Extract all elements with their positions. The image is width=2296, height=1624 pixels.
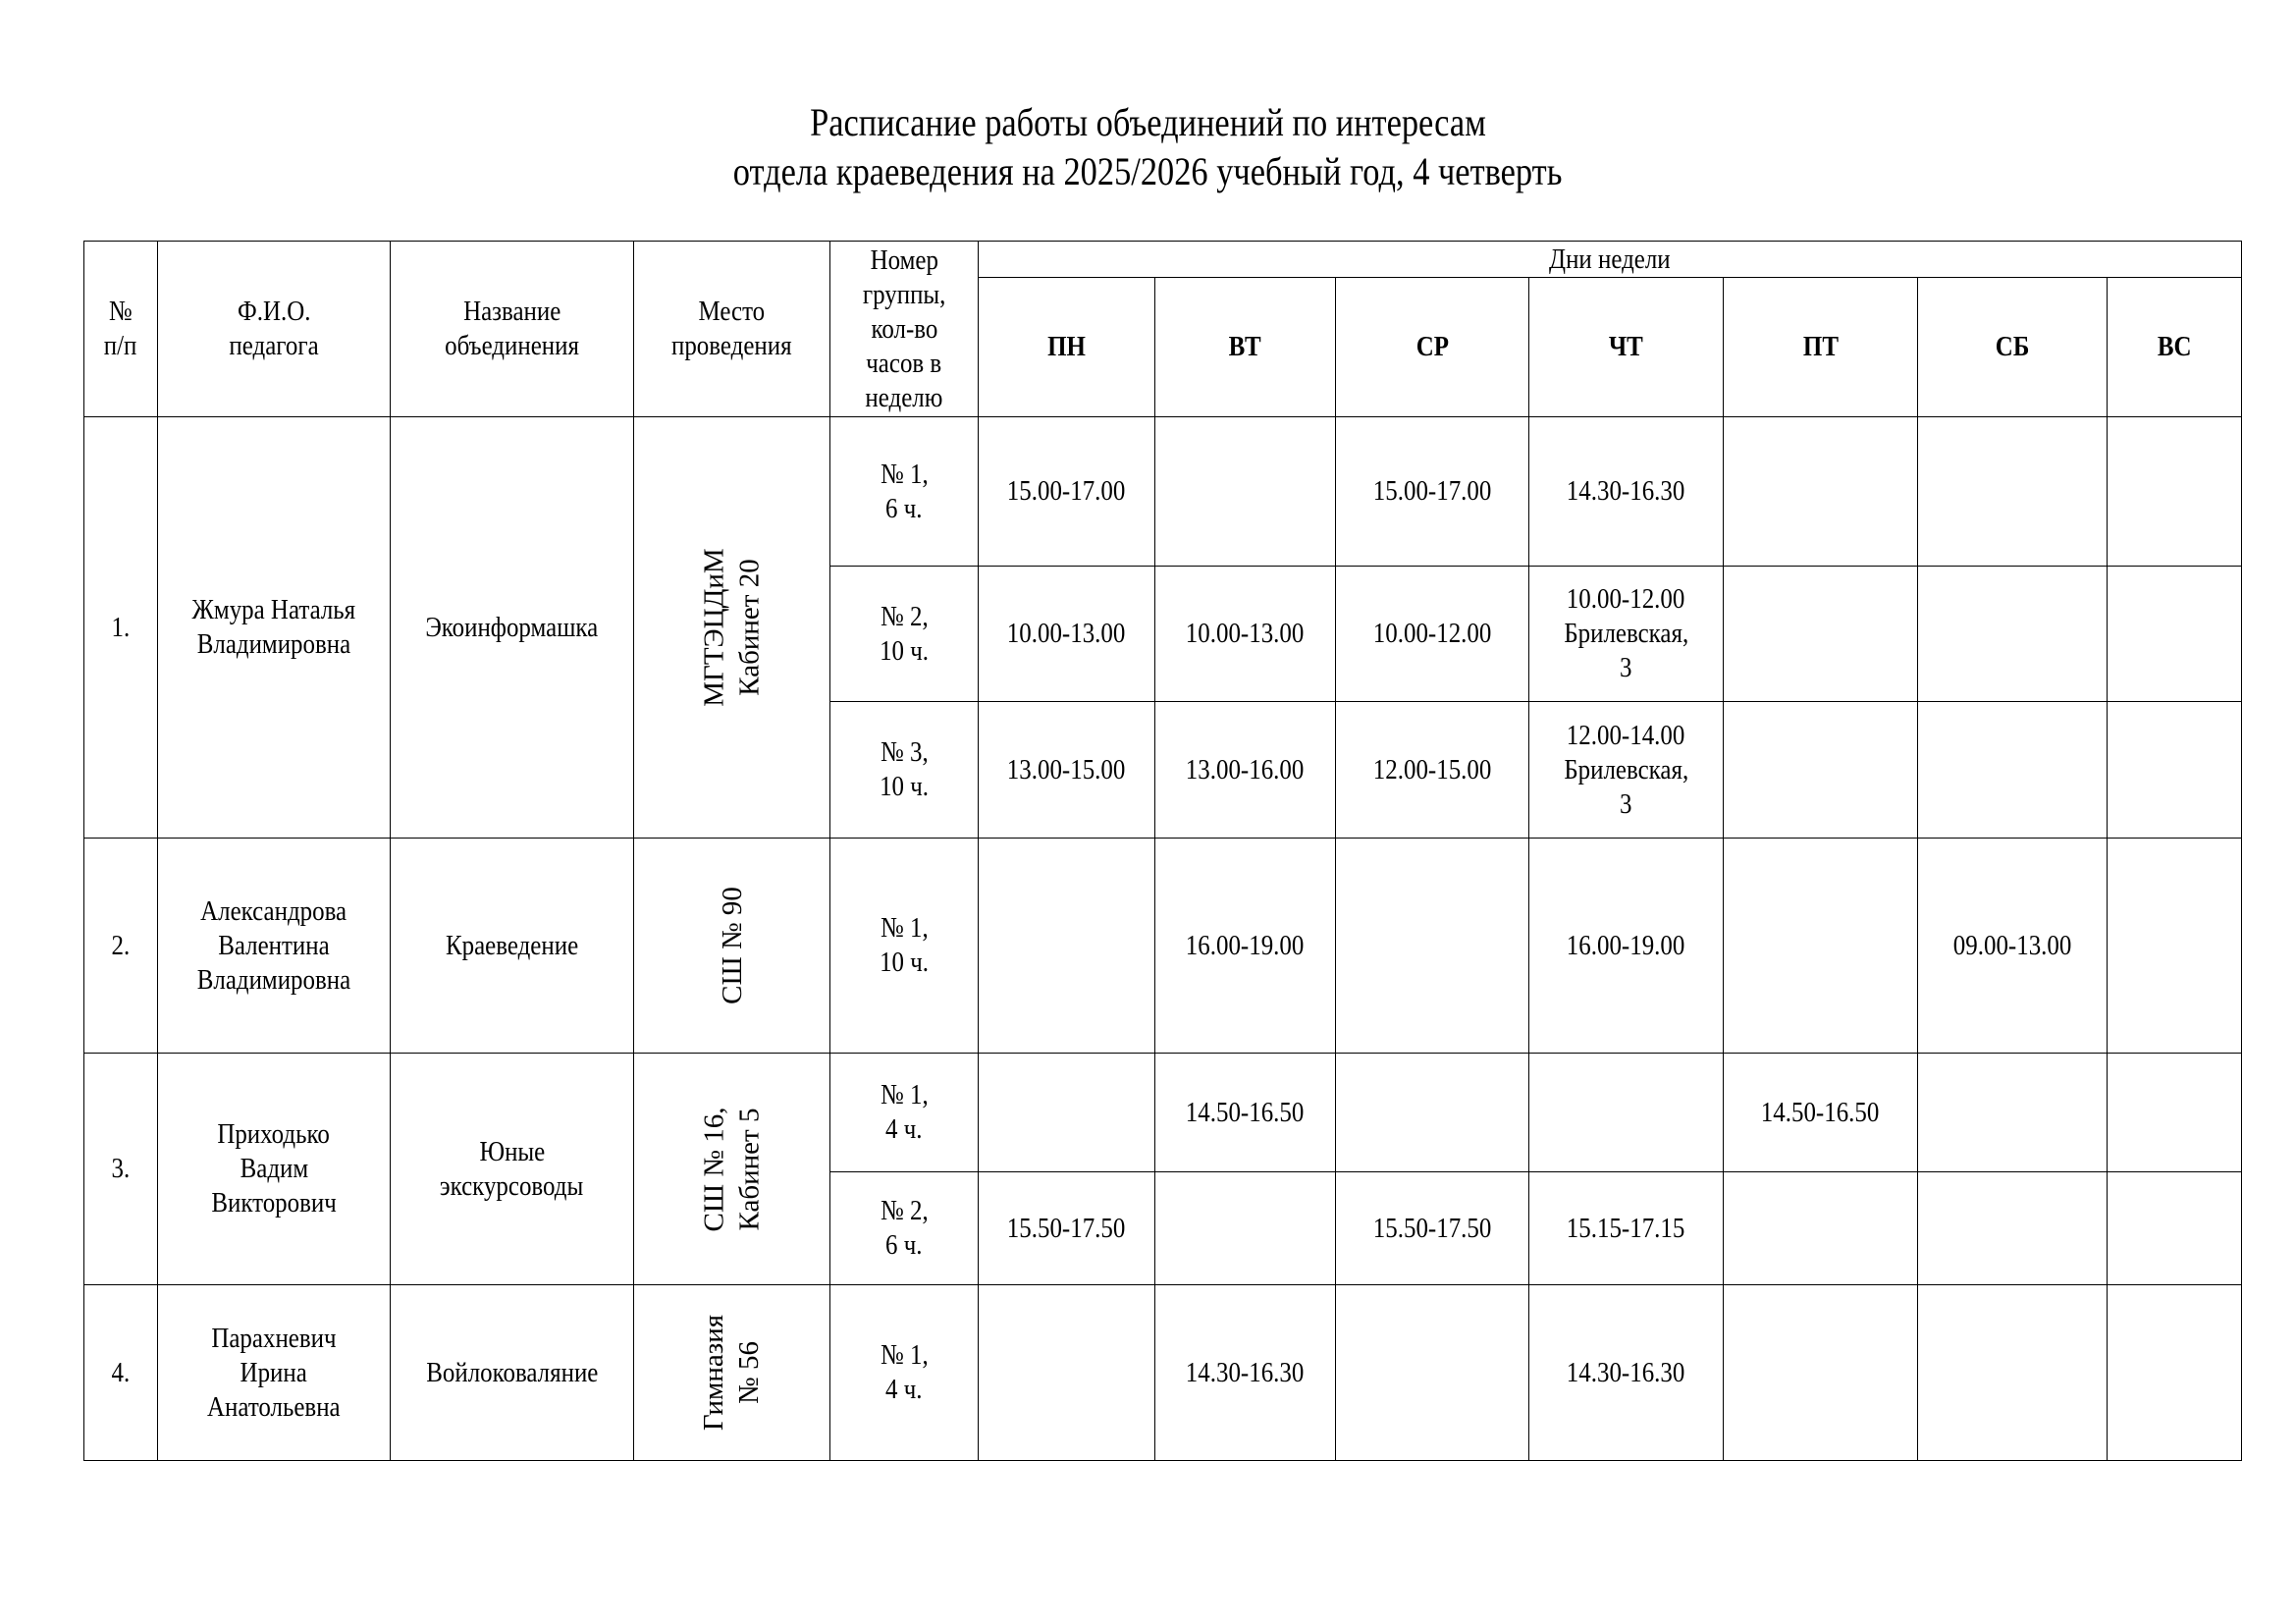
- day-cell-СБ: [1918, 1054, 2108, 1172]
- table-row: [84, 417, 2242, 567]
- group-info-line: 10 ч.: [880, 947, 929, 978]
- header-day: [1155, 278, 1336, 417]
- day-cell-СБ: [1918, 839, 2108, 1054]
- place: [634, 417, 830, 839]
- club-name-line: Войлоковаляние: [425, 1356, 599, 1388]
- header-num-text: №: [109, 296, 133, 327]
- teacher-name-line: Приходько: [217, 1118, 331, 1150]
- teacher-name-line: Викторович: [211, 1187, 337, 1218]
- time-slot: 14.50-16.50: [1761, 1096, 1880, 1128]
- time-slot: 15.15-17.15: [1567, 1212, 1685, 1244]
- time-slot: Брилевская,: [1564, 753, 1688, 785]
- day-cell-ЧТ: [1529, 702, 1724, 839]
- day-cell-СР: [1336, 417, 1529, 567]
- place: [634, 839, 830, 1054]
- day-cell-СР: [1336, 839, 1529, 1054]
- place-line: Кабинет 20: [733, 559, 766, 696]
- schedule-table: [83, 241, 2242, 1461]
- header-row-top: [84, 242, 2242, 278]
- time-slot: 10.00-12.00: [1372, 618, 1492, 649]
- group-info: [830, 839, 979, 1054]
- day-label: СР: [1415, 331, 1449, 362]
- day-label: СБ: [1995, 331, 2030, 362]
- day-cell-СР: [1336, 1285, 1529, 1461]
- day-cell-ПН: [979, 839, 1155, 1054]
- teacher-name-line: Владимировна: [196, 963, 351, 996]
- place-line: СШ № 90: [716, 887, 748, 1004]
- club-name-line: Краеведение: [445, 929, 579, 961]
- place-rotated: [697, 1107, 768, 1231]
- time-slot: 10.00-12.00: [1567, 583, 1685, 615]
- club-name: [391, 417, 634, 839]
- time-slot: 14.30-16.30: [1567, 475, 1685, 507]
- day-cell-ПН: [979, 1172, 1155, 1285]
- day-cell-ВС: [2108, 1054, 2242, 1172]
- day-cell-ПТ: [1724, 1054, 1918, 1172]
- header-teacher-text: Ф.И.О.: [237, 296, 311, 327]
- time-slot: 12.00-14.00: [1567, 719, 1685, 751]
- day-cell-СБ: [1918, 702, 2108, 839]
- group-info: [830, 567, 979, 702]
- header-group-text: неделю: [865, 381, 943, 413]
- teacher-name: [158, 839, 391, 1054]
- day-cell-ПН: [979, 417, 1155, 567]
- group-info-line: № 1,: [880, 912, 929, 944]
- group-info-line: 6 ч.: [885, 492, 923, 524]
- teacher-name-line: Жмура Наталья: [191, 594, 356, 625]
- teacher-name-line: Валентина: [218, 929, 330, 961]
- day-cell-ПН: [979, 1285, 1155, 1461]
- day-label: ЧТ: [1609, 331, 1643, 362]
- day-cell-ПТ: [1724, 567, 1918, 702]
- day-cell-ПТ: [1724, 417, 1918, 567]
- day-cell-ВС: [2108, 417, 2242, 567]
- place-rotated: [715, 887, 750, 1004]
- header-group: [830, 242, 979, 417]
- group-info-line: 4 ч.: [885, 1374, 923, 1405]
- group-info: [830, 1285, 979, 1461]
- header-place-text: Место: [698, 296, 766, 327]
- table-row: [84, 1285, 2242, 1461]
- header-teacher: [158, 242, 391, 417]
- table-header: [84, 242, 2242, 417]
- teacher-name: [158, 1285, 391, 1461]
- day-label: ВТ: [1229, 331, 1261, 362]
- header-day: [1336, 278, 1529, 417]
- place-line: СШ № 16,: [698, 1106, 730, 1232]
- place-rotated: [697, 1315, 768, 1431]
- time-slot: 15.50-17.50: [1007, 1212, 1126, 1244]
- place-line: № 56: [733, 1341, 766, 1404]
- header-num: [84, 242, 158, 417]
- place-line: Гимназия: [698, 1314, 730, 1432]
- group-info-line: № 1,: [880, 458, 929, 490]
- teacher-name-line: Анатольевна: [207, 1390, 341, 1423]
- title-line-2-text: отдела краеведения на 2025/2026 учебный год, 4 четверть: [733, 149, 1563, 193]
- day-cell-ЧТ: [1529, 567, 1724, 702]
- row-number-text: 3.: [111, 1153, 131, 1184]
- place: [634, 1054, 830, 1285]
- time-slot: 14.30-16.30: [1186, 1356, 1305, 1388]
- day-cell-ВС: [2108, 567, 2242, 702]
- row-number-text: 1.: [111, 611, 131, 643]
- header-club: [391, 242, 634, 417]
- day-cell-СР: [1336, 1172, 1529, 1285]
- time-slot: 3: [1620, 787, 1632, 820]
- time-slot: 12.00-15.00: [1372, 753, 1492, 785]
- teacher-name-line: Парахневич: [211, 1322, 337, 1354]
- time-slot: Брилевская,: [1564, 618, 1688, 649]
- day-cell-ВС: [2108, 1285, 2242, 1461]
- place-line: Кабинет 5: [733, 1108, 766, 1230]
- time-slot: 16.00-19.00: [1186, 929, 1305, 961]
- group-info: [830, 1054, 979, 1172]
- document-title-line-1: [0, 98, 2296, 147]
- header-club-text: Название: [462, 296, 561, 327]
- time-slot: 13.00-15.00: [1007, 753, 1126, 785]
- day-cell-ПТ: [1724, 839, 1918, 1054]
- time-slot: 10.00-13.00: [1186, 618, 1305, 649]
- place: [634, 1285, 830, 1461]
- group-info-line: № 1,: [880, 1339, 929, 1371]
- day-cell-ВТ: [1155, 1054, 1336, 1172]
- day-cell-ВТ: [1155, 567, 1336, 702]
- day-cell-ПТ: [1724, 1172, 1918, 1285]
- club-name: [391, 1285, 634, 1461]
- header-num-text: п/п: [104, 330, 137, 361]
- day-cell-СБ: [1918, 1172, 2108, 1285]
- row-number: [84, 839, 158, 1054]
- day-cell-СБ: [1918, 417, 2108, 567]
- days-of-week-label: Дни недели: [1549, 244, 1671, 275]
- day-cell-СР: [1336, 1054, 1529, 1172]
- time-slot: 15.00-17.00: [1007, 475, 1126, 507]
- day-cell-ЧТ: [1529, 1054, 1724, 1172]
- group-info-line: 6 ч.: [885, 1229, 923, 1261]
- teacher-name: [158, 417, 391, 839]
- day-cell-ЧТ: [1529, 417, 1724, 567]
- time-slot: 09.00-13.00: [1952, 929, 2072, 961]
- day-cell-ВТ: [1155, 417, 1336, 567]
- day-cell-ВТ: [1155, 839, 1336, 1054]
- header-day: [1918, 278, 2108, 417]
- row-number: [84, 417, 158, 839]
- group-info-line: № 2,: [880, 1195, 929, 1226]
- time-slot: 13.00-16.00: [1186, 753, 1305, 785]
- header-day: [1724, 278, 1918, 417]
- day-cell-ВС: [2108, 1172, 2242, 1285]
- header-teacher-text: педагога: [229, 330, 319, 361]
- header-place-text: проведения: [671, 330, 792, 361]
- group-info-line: 10 ч.: [880, 634, 929, 667]
- teacher-name-line: Вадим: [240, 1153, 308, 1184]
- day-cell-СБ: [1918, 1285, 2108, 1461]
- table-body: [84, 417, 2242, 1461]
- day-cell-СР: [1336, 702, 1529, 839]
- row-number: [84, 1054, 158, 1285]
- day-cell-ПН: [979, 702, 1155, 839]
- header-group-text: группы,: [862, 278, 946, 310]
- day-cell-ВТ: [1155, 1285, 1336, 1461]
- time-slot: 10.00-13.00: [1007, 618, 1126, 649]
- header-place: [634, 242, 830, 417]
- time-slot: 3: [1620, 652, 1632, 683]
- day-cell-ВТ: [1155, 1172, 1336, 1285]
- header-day: [2108, 278, 2242, 417]
- group-info-line: № 2,: [880, 600, 929, 632]
- time-slot: 16.00-19.00: [1567, 929, 1685, 961]
- day-cell-ЧТ: [1529, 1172, 1724, 1285]
- group-info-line: 4 ч.: [885, 1113, 923, 1145]
- day-cell-СБ: [1918, 567, 2108, 702]
- table-row: [84, 839, 2242, 1054]
- time-slot: 14.30-16.30: [1567, 1356, 1685, 1388]
- header-group-text: кол-во: [871, 312, 937, 345]
- group-info-line: № 1,: [880, 1079, 929, 1110]
- row-number-text: 4.: [111, 1356, 131, 1388]
- group-info: [830, 702, 979, 839]
- header-day: [1529, 278, 1724, 417]
- place-rotated: [696, 548, 767, 706]
- time-slot: 15.50-17.50: [1372, 1212, 1492, 1244]
- table-row: [84, 1054, 2242, 1172]
- title-line-1-text: Расписание работы объединений по интересам: [810, 100, 1486, 144]
- time-slot: 14.50-16.50: [1186, 1096, 1305, 1128]
- day-cell-ПН: [979, 1054, 1155, 1172]
- row-number: [84, 1285, 158, 1461]
- document-title-line-2: [0, 147, 2296, 196]
- day-cell-ПТ: [1724, 1285, 1918, 1461]
- day-cell-ЧТ: [1529, 839, 1724, 1054]
- club-name-line: Юные: [479, 1135, 545, 1167]
- day-cell-СР: [1336, 567, 1529, 702]
- teacher-name-line: Александрова: [200, 894, 347, 927]
- group-info: [830, 417, 979, 567]
- club-name: [391, 1054, 634, 1285]
- day-cell-ВС: [2108, 702, 2242, 839]
- day-label: ПН: [1047, 331, 1086, 362]
- day-label: ПТ: [1802, 331, 1839, 362]
- header-day: [979, 278, 1155, 417]
- teacher-name-line: Владимировна: [196, 628, 351, 660]
- header-club-text: объединения: [445, 330, 579, 361]
- day-cell-ВС: [2108, 839, 2242, 1054]
- day-cell-ПН: [979, 567, 1155, 702]
- club-name: [391, 839, 634, 1054]
- teacher-name-line: Ирина: [240, 1356, 308, 1388]
- time-slot: 15.00-17.00: [1372, 475, 1492, 507]
- day-cell-ПТ: [1724, 702, 1918, 839]
- header-group-text: Номер: [870, 244, 938, 276]
- group-info-line: 10 ч.: [880, 771, 929, 802]
- day-cell-ВТ: [1155, 702, 1336, 839]
- day-cell-ЧТ: [1529, 1285, 1724, 1461]
- header-days-of-week: [979, 242, 2242, 278]
- row-number-text: 2.: [111, 929, 131, 961]
- header-group-text: часов в: [866, 347, 942, 379]
- group-info: [830, 1172, 979, 1285]
- group-info-line: № 3,: [880, 736, 929, 768]
- club-name-line: экскурсоводы: [440, 1169, 584, 1202]
- club-name-line: Экоинформашка: [425, 611, 599, 643]
- place-line: МГТЭЦДиМ: [698, 548, 730, 707]
- teacher-name: [158, 1054, 391, 1285]
- day-label: ВС: [2157, 331, 2192, 362]
